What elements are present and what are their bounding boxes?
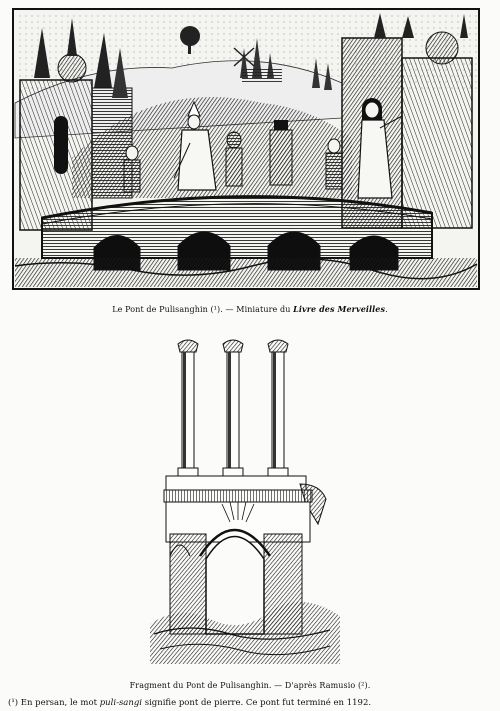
caption-book-title: Livre des Merveilles <box>293 304 386 314</box>
footnote <box>8 698 500 708</box>
bridge-fragment-engraving <box>150 334 340 664</box>
fragment-caption: Fragment du Pont de Pulisanghin. — D'après Ramusio (²). <box>129 681 371 690</box>
footnote-term: puli-sangi <box>99 698 143 708</box>
caption-suffix: . <box>385 305 388 314</box>
caption-prefix: Le Pont de Pulisanghin (¹). — Miniature du <box>112 305 294 314</box>
footnote-suffix: signifie pont de pierre. Ce pont fut terminé en 1192. <box>142 698 372 708</box>
miniature-engraving <box>12 8 480 290</box>
miniature-caption <box>0 304 500 314</box>
footnote-prefix: (¹) En persan, le mot <box>8 698 100 708</box>
